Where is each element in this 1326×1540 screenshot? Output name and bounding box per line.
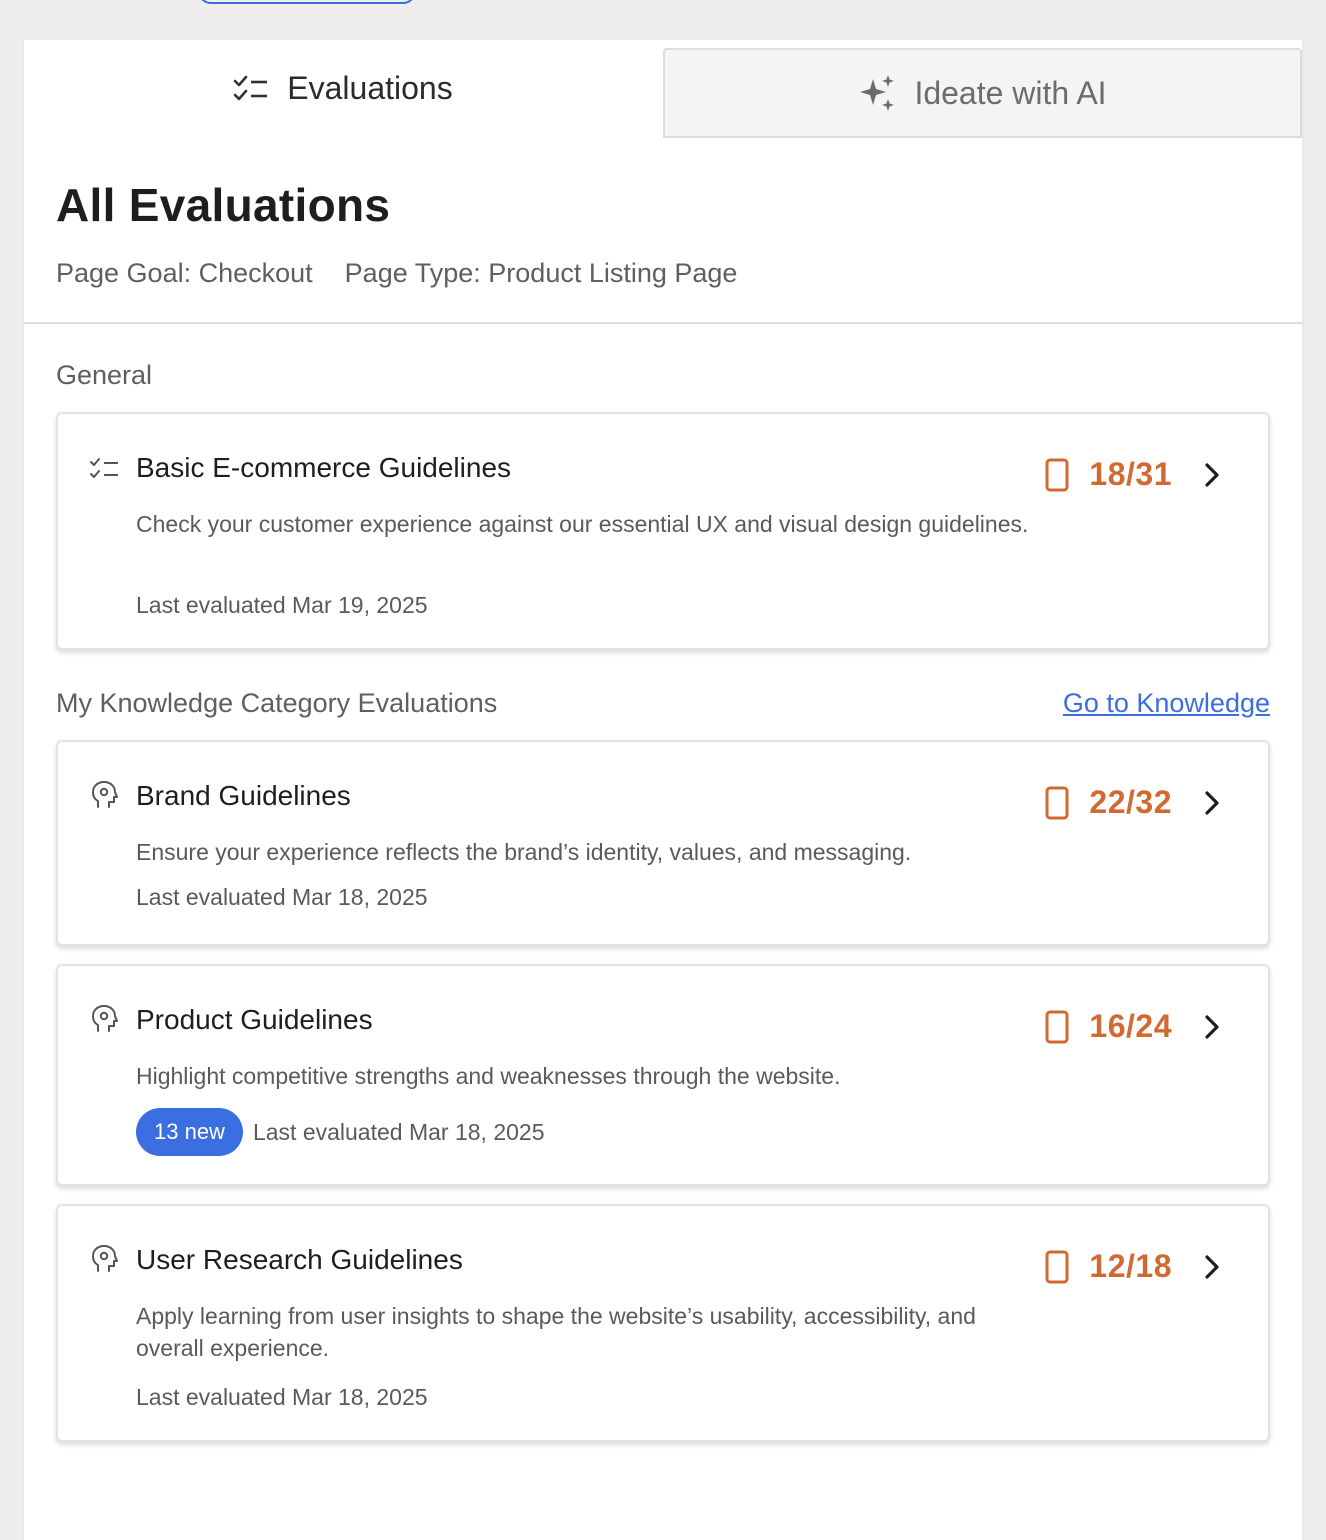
top-pill-button[interactable] [198,0,416,4]
card-title: Basic E-commerce Guidelines [136,452,512,483]
go-to-knowledge-link[interactable]: Go to Knowledge [1062,688,1270,718]
score-value: 16/24 [1089,1008,1172,1044]
new-count-badge: 13 new [136,1108,243,1156]
page-header [56,178,737,289]
page-goal: Page Goal: Checkout [56,258,313,288]
chevron-right-icon [1202,1254,1222,1280]
evaluations-panel [24,40,1302,1540]
page-meta [56,258,737,289]
section-knowledge-label: My Knowledge Category Evaluations [56,688,498,718]
score-group [1045,784,1222,821]
score-value: 12/18 [1089,1248,1172,1284]
checklist-icon [233,74,269,102]
score-group [1045,456,1222,493]
card-user-research-guidelines[interactable] [56,1204,1270,1442]
head-gear-icon [90,1004,120,1034]
card-title: Product Guidelines [136,1004,373,1035]
card-date-row [136,1108,545,1156]
section-general-label: General [56,360,153,390]
chevron-right-icon [1202,462,1222,488]
card-description: Highlight competitive strengths and weaknesses through the website. [136,1063,841,1089]
sparkle-icon [858,73,898,113]
score-group [1045,1008,1222,1045]
checklist-icon [90,454,120,484]
card-description: Apply learning from user insights to shape the website’s usability, accessibility, and overall experience. [136,1303,976,1361]
last-evaluated-date: Last evaluated Mar 18, 2025 [136,1384,428,1410]
score-value: 22/32 [1089,784,1172,820]
card-product-guidelines[interactable] [56,964,1270,1186]
page-title: All Evaluations [56,179,391,231]
card-description: Ensure your experience reflects the brand’s identity, values, and messaging. [136,839,912,865]
mobile-device-icon [1045,786,1069,820]
tab-ideate-with-ai[interactable] [663,48,1302,138]
page-type: Page Type: Product Listing Page [344,258,738,288]
chevron-right-icon [1202,790,1222,816]
mobile-device-icon [1045,1010,1069,1044]
card-brand-guidelines[interactable] [56,740,1270,946]
card-basic-ecommerce[interactable] [56,412,1270,650]
tab-evaluations[interactable] [24,40,662,136]
last-evaluated-date: Last evaluated Mar 18, 2025 [252,1118,545,1145]
tab-ideate-label: Ideate with AI [914,74,1107,111]
card-title: Brand Guidelines [136,780,351,811]
head-gear-icon [90,1244,120,1274]
tab-evaluations-label: Evaluations [287,69,453,106]
head-gear-icon [90,780,120,810]
last-evaluated-date: Last evaluated Mar 18, 2025 [136,884,428,910]
card-title: User Research Guidelines [136,1244,463,1275]
chevron-right-icon [1202,1014,1222,1040]
mobile-device-icon [1045,458,1069,492]
score-value: 18/31 [1089,456,1172,492]
last-evaluated-date: Last evaluated Mar 19, 2025 [136,592,428,618]
mobile-device-icon [1045,1250,1069,1284]
score-group [1045,1248,1222,1285]
header-divider [24,322,1302,324]
card-description: Check your customer experience against our essential UX and visual design guidelines. [136,511,1029,537]
